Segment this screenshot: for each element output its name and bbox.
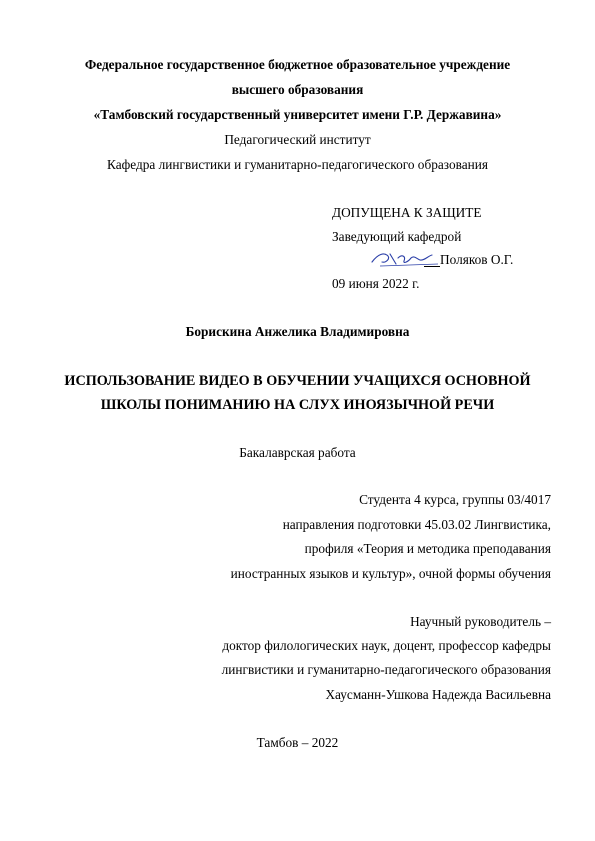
supervisor-line-4: Хаусманн-Ушкова Надежда Васильевна — [325, 687, 551, 702]
signature-line — [424, 252, 440, 267]
student-line-2: направления подготовки 45.03.02 Лингвистика, — [282, 517, 551, 532]
header-line-2: высшего образования — [231, 82, 364, 97]
student-line-4: иностранных языков и культур», очной формы обучения — [230, 566, 551, 581]
header-line-1: Федеральное государственное бюджетное образовательное учреждение — [84, 57, 511, 72]
student-line-1: Студента 4 курса, группы 03/4017 — [359, 492, 551, 507]
footer-city-year: Тамбов – 2022 — [256, 735, 339, 750]
approval-title: ДОПУЩЕНА К ЗАЩИТЕ — [332, 205, 482, 220]
university-name: «Тамбовский государственный университет имени Г.Р. Державина» — [93, 107, 502, 122]
thesis-title-line-2: ШКОЛЫ ПОНИМАНИЮ НА СЛУХ ИНОЯЗЫЧНОЙ РЕЧИ — [100, 397, 495, 413]
supervisor-line-3: лингвистики и гуманитарно-педагогического образования — [221, 662, 551, 677]
approval-role: Заведующий кафедрой — [332, 229, 462, 244]
author-name: Борискина Анжелика Владимировна — [185, 324, 410, 339]
approval-signer: Поляков О.Г. — [440, 252, 514, 267]
approval-date: 09 июня 2022 г. — [332, 276, 420, 291]
thesis-title-line-1: ИСПОЛЬЗОВАНИЕ ВИДЕО В ОБУЧЕНИИ УЧАЩИХСЯ ОСНОВНОЙ — [64, 373, 531, 389]
supervisor-line-1: Научный руководитель – — [410, 614, 551, 629]
work-type: Бакалаврская работа — [239, 445, 356, 460]
student-line-3: профиля «Теория и методика преподавания — [304, 541, 551, 556]
institute-name: Педагогический институт — [224, 132, 371, 147]
department-name: Кафедра лингвистики и гуманитарно-педагогического образования — [107, 157, 488, 172]
supervisor-line-2: доктор филологических наук, доцент, профессор кафедры — [222, 638, 551, 653]
